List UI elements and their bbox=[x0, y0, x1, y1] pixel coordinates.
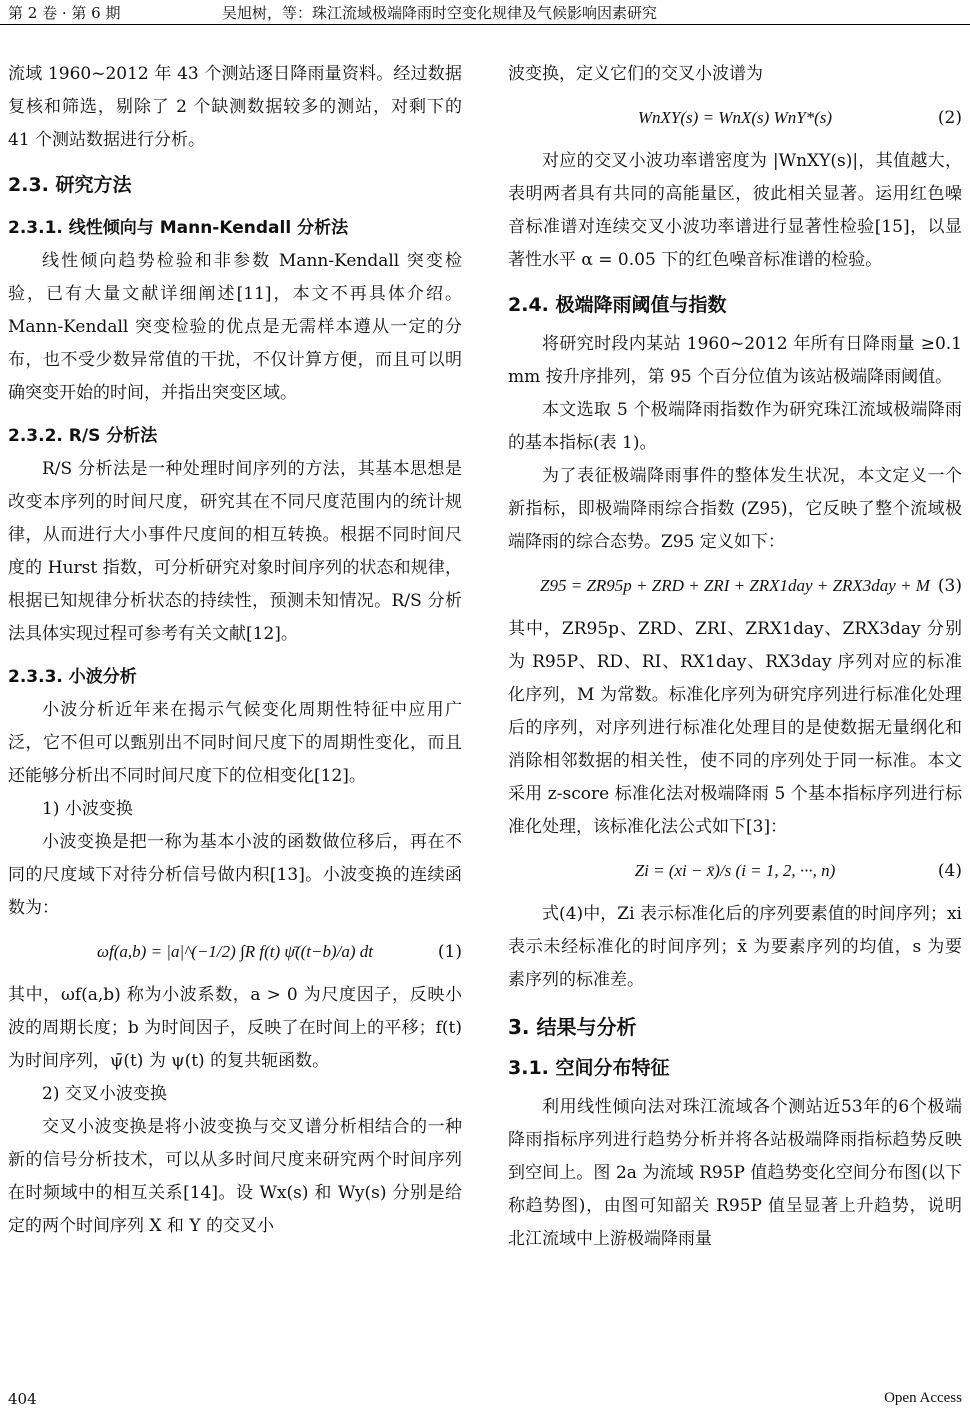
cross-wavelet-paragraph: 交叉小波变换是将小波变换与交叉谱分析相结合的一种新的信号分析技术，可以从多时间尺度来研究两个时间序列在时频域中的相互关系[14]。设 Wx(s) 和 Wy(s) 分别是给定的两个时间序列 X 和 Y 的交叉小 bbox=[8, 1117, 462, 1236]
page-header bbox=[0, 0, 970, 26]
indices-paragraph: 本文选取 5 个极端降雨指数作为研究珠江流域极端降雨的基本指标(表 1)。 bbox=[508, 400, 962, 453]
equation-4-definition: 式(4)中，Zi 表示标准化后的序列要素值的时间序列；xi 表示未经标准化的时间序列；x̄ 为要素序列的均值，s 为要素序列的标准差。 bbox=[508, 904, 962, 990]
subsection-heading-rs: 2.3.2. R/S 分析法 bbox=[8, 426, 158, 446]
z95-definition-paragraph: 其中，ZR95p、ZRD、ZRI、ZRX1day、ZRX3day 分别为 R95P、RD、RI、RX1day、RX3day 序列对应的标准化序列，M 为常数。标准化序列为研究序列进行标准化处理后的序列，对序列进行标准化处理目的是使数据无量纲化和消除相邻数据的相关性，使不同的序列处于同一标准。本文采用 z-score 标准化法对极端降雨 5 个基本指标序列进行标准化处理，该标准化法公式如下[3]： bbox=[508, 619, 962, 837]
list-item-cross-wavelet: 2) 交叉小波变换 bbox=[42, 1084, 167, 1104]
power-spectrum-paragraph: 对应的交叉小波功率谱密度为 |WnXY(s)|，其值越大，表明两者具有共同的高能量区，彼此相关显著。运用红色噪音标准谱对连续交叉小波功率谱进行显著性检验[15]，以显著性水平 α = 0.05 下的红色噪音标准谱的检验。 bbox=[508, 151, 962, 270]
section-heading-results: 3. 结果与分析 bbox=[508, 1015, 637, 1039]
equation-3-number: (3) bbox=[937, 576, 962, 596]
equation-1 bbox=[8, 925, 462, 979]
rs-paragraph: R/S 分析法是一种处理时间序列的方法，其基本思想是改变本序列的时间尺度，研究其在不同尺度范围内的统计规律，从而进行大小事件尺度间的相互转换。根据不同时间尺度的 Hurst 指数，可分析研究对象时间序列的状态和规律，根据已知规律分析状态的持续性，预测未知情况。R/S 分析法具体实现过程可参考有关文献[12]。 bbox=[8, 459, 462, 644]
section-heading-threshold: 2.4. 极端降雨阈值与指数 bbox=[508, 294, 727, 316]
wavelet-transform-paragraph: 小波变换是把一称为基本小波的函数做位移后，再在不同的尺度域下对待分析信号做内积[13]。小波变换的连续函数为： bbox=[8, 832, 462, 918]
equation-4 bbox=[508, 844, 962, 898]
running-title: 吴旭树，等：珠江流域极端降雨时空变化规律及气候影响因素研究 bbox=[222, 4, 658, 22]
equation-1-number: (1) bbox=[437, 942, 462, 962]
page-number: 404 bbox=[8, 1390, 37, 1408]
subsection-heading-mk: 2.3.1. 线性倾向与 Mann-Kendall 分析法 bbox=[8, 218, 349, 238]
equation-3-body: Z95 = ZR95p + ZRD + ZRI + ZRX1day + ZRX3day + M bbox=[540, 576, 930, 595]
section-heading-methods: 2.3. 研究方法 bbox=[8, 174, 132, 196]
right-column bbox=[508, 58, 962, 1256]
subsection-heading-wavelet: 2.3.3. 小波分析 bbox=[8, 667, 137, 687]
publisher-label: Open Access bbox=[884, 1390, 962, 1406]
equation-4-body: Zi = (xi − x̄)/s (i = 1, 2, ···, n) bbox=[634, 861, 836, 880]
journal-issue: 第 2 卷 · 第 6 期 bbox=[8, 4, 121, 22]
header-rule bbox=[0, 24, 970, 25]
equation-1-body: ωf(a,b) = |a|^(−1/2) ∫R f(t) ψ̄((t−b)/a) dt bbox=[97, 942, 373, 961]
equation-2-body: WnXY(s) = WnX(s) WnY*(s) bbox=[637, 108, 833, 127]
mk-paragraph: 线性倾向趋势检验和非参数 Mann-Kendall 突变检验，已有大量文献详细阐述[11]，本文不再具体介绍。Mann-Kendall 突变检验的优点是无需样本遵从一定的分布，也不受少数异常值的干扰，不仅计算方便，而且可以明确突变开始的时间，并指出突变区域。 bbox=[8, 251, 462, 403]
threshold-paragraph: 将研究时段内某站 1960~2012 年所有日降雨量 ≥0.1 mm 按升序排列，第 95 个百分位值为该站极端降雨阈值。 bbox=[508, 334, 962, 387]
wavelet-paragraph: 小波分析近年来在揭示气候变化周期性特征中应用广泛，它不但可以甄别出不同时间尺度下的周期性变化，而且还能够分析出不同时间尺度下的位相变化[12]。 bbox=[8, 700, 462, 786]
cross-wavelet-continued: 波变换，定义它们的交叉小波谱为 bbox=[508, 64, 763, 84]
z95-paragraph: 为了表征极端降雨事件的整体发生状况，本文定义一个新指标，即极端降雨综合指数 (Z95)，它反映了整个流域极端降雨的综合态势。Z95 定义如下： bbox=[508, 466, 962, 552]
wavelet-definition-paragraph: 其中，ωf(a,b) 称为小波系数，a > 0 为尺度因子，反映小波的周期长度；b 为时间因子，反映了在时间上的平移；f(t) 为时间序列，ψ̄(t) 为 ψ(t) 的复共轭函数。 bbox=[8, 985, 462, 1071]
equation-2-number: (2) bbox=[937, 108, 962, 128]
equation-2 bbox=[508, 91, 962, 145]
equation-3 bbox=[508, 559, 962, 613]
subsection-heading-spatial: 3.1. 空间分布特征 bbox=[508, 1057, 670, 1079]
equation-4-number: (4) bbox=[937, 861, 962, 881]
list-item-wavelet-transform: 1) 小波变换 bbox=[42, 799, 133, 819]
left-column bbox=[8, 58, 462, 1243]
spatial-paragraph: 利用线性倾向法对珠江流域各个测站近53年的6个极端降雨指标序列进行趋势分析并将各站极端降雨指标趋势反映到空间上。图 2a 为流域 R95P 值趋势变化空间分布图(以下称趋势图)，由图可知韶关 R95P 值呈显著上升趋势，说明北江流域中上游极端降雨量 bbox=[508, 1097, 962, 1249]
intro-paragraph: 流域 1960~2012 年 43 个测站逐日降雨量资料。经过数据复核和筛选，剔除了 2 个缺测数据较多的测站，对剩下的 41 个测站数据进行分析。 bbox=[8, 64, 462, 150]
